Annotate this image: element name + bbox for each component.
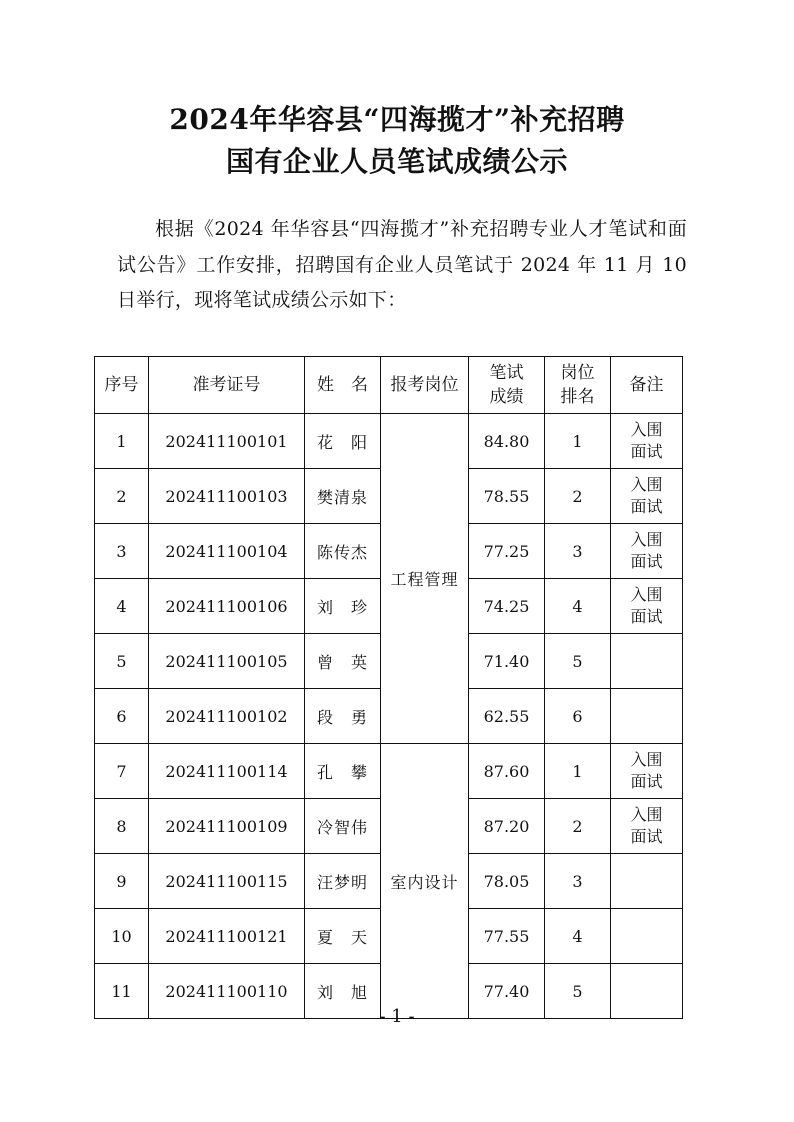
cell-note	[611, 854, 683, 909]
cell-exam-no: 202411100102	[149, 689, 305, 744]
cell-seq: 11	[95, 964, 149, 1019]
cell-score: 78.05	[469, 854, 545, 909]
cell-name: 夏 天	[305, 909, 381, 964]
cell-rank: 5	[545, 634, 611, 689]
cell-score: 78.55	[469, 469, 545, 524]
cell-rank: 6	[545, 689, 611, 744]
cell-score: 87.60	[469, 744, 545, 799]
cell-note	[611, 909, 683, 964]
cell-seq: 8	[95, 799, 149, 854]
header-note: 备注	[611, 357, 683, 414]
cell-note: 入围 面试	[611, 799, 683, 854]
cell-exam-no: 202411100106	[149, 579, 305, 634]
cell-score: 77.55	[469, 909, 545, 964]
cell-exam-no: 202411100101	[149, 414, 305, 469]
table-body	[95, 414, 683, 1019]
cell-rank: 1	[545, 744, 611, 799]
cell-exam-no: 202411100103	[149, 469, 305, 524]
cell-seq: 7	[95, 744, 149, 799]
header-seq: 序号	[95, 357, 149, 414]
header-position: 报考岗位	[381, 357, 469, 414]
cell-seq: 3	[95, 524, 149, 579]
cell-rank: 1	[545, 414, 611, 469]
cell-exam-no: 202411100104	[149, 524, 305, 579]
cell-name: 曾 英	[305, 634, 381, 689]
intro-paragraph: 根据《2024 年华容县“四海揽才”补充招聘专业人才笔试和面试公告》工作安排，招聘国有企业人员笔试于 2024 年 11 月 10 日举行，现将笔试成绩公示如下：	[117, 218, 687, 311]
cell-name: 汪梦明	[305, 854, 381, 909]
document-title-line-1: 2024年华容县“四海揽才”补充招聘	[169, 103, 625, 136]
cell-note: 入围 面试	[611, 469, 683, 524]
cell-rank: 4	[545, 909, 611, 964]
table-row	[95, 414, 683, 469]
cell-note	[611, 634, 683, 689]
cell-score: 77.40	[469, 964, 545, 1019]
cell-position: 工程管理	[381, 414, 469, 744]
cell-exam-no: 202411100105	[149, 634, 305, 689]
cell-rank: 2	[545, 799, 611, 854]
table-header-row	[95, 357, 683, 414]
cell-note: 入围 面试	[611, 744, 683, 799]
cell-score: 77.25	[469, 524, 545, 579]
cell-score: 71.40	[469, 634, 545, 689]
cell-name: 段 勇	[305, 689, 381, 744]
cell-rank: 3	[545, 854, 611, 909]
cell-exam-no: 202411100110	[149, 964, 305, 1019]
document-title-line-2: 国有企业人员笔试成绩公示	[225, 145, 568, 178]
cell-seq: 4	[95, 579, 149, 634]
cell-seq: 6	[95, 689, 149, 744]
cell-note: 入围 面试	[611, 579, 683, 634]
cell-score: 87.20	[469, 799, 545, 854]
cell-seq: 2	[95, 469, 149, 524]
cell-rank: 5	[545, 964, 611, 1019]
cell-name: 陈传杰	[305, 524, 381, 579]
cell-name: 刘 旭	[305, 964, 381, 1019]
cell-exam-no: 202411100115	[149, 854, 305, 909]
table-row	[95, 744, 683, 799]
cell-name: 刘 珍	[305, 579, 381, 634]
header-score: 笔试 成绩	[469, 357, 545, 414]
header-rank: 岗位 排名	[545, 357, 611, 414]
page-number: - 1 -	[379, 1006, 415, 1027]
cell-exam-no: 202411100114	[149, 744, 305, 799]
cell-seq: 9	[95, 854, 149, 909]
cell-seq: 1	[95, 414, 149, 469]
header-name: 姓 名	[305, 357, 381, 414]
cell-position: 室内设计	[381, 744, 469, 1019]
cell-name: 樊清泉	[305, 469, 381, 524]
cell-seq: 5	[95, 634, 149, 689]
cell-score: 84.80	[469, 414, 545, 469]
cell-score: 74.25	[469, 579, 545, 634]
cell-rank: 2	[545, 469, 611, 524]
cell-exam-no: 202411100121	[149, 909, 305, 964]
cell-name: 孔 攀	[305, 744, 381, 799]
cell-exam-no: 202411100109	[149, 799, 305, 854]
cell-note	[611, 689, 683, 744]
scores-table	[94, 356, 683, 1019]
cell-note: 入围 面试	[611, 414, 683, 469]
cell-name: 冷智伟	[305, 799, 381, 854]
cell-rank: 3	[545, 524, 611, 579]
cell-name: 花 阳	[305, 414, 381, 469]
header-exam-no: 准考证号	[149, 357, 305, 414]
cell-seq: 10	[95, 909, 149, 964]
cell-note: 入围 面试	[611, 524, 683, 579]
cell-rank: 4	[545, 579, 611, 634]
cell-score: 62.55	[469, 689, 545, 744]
